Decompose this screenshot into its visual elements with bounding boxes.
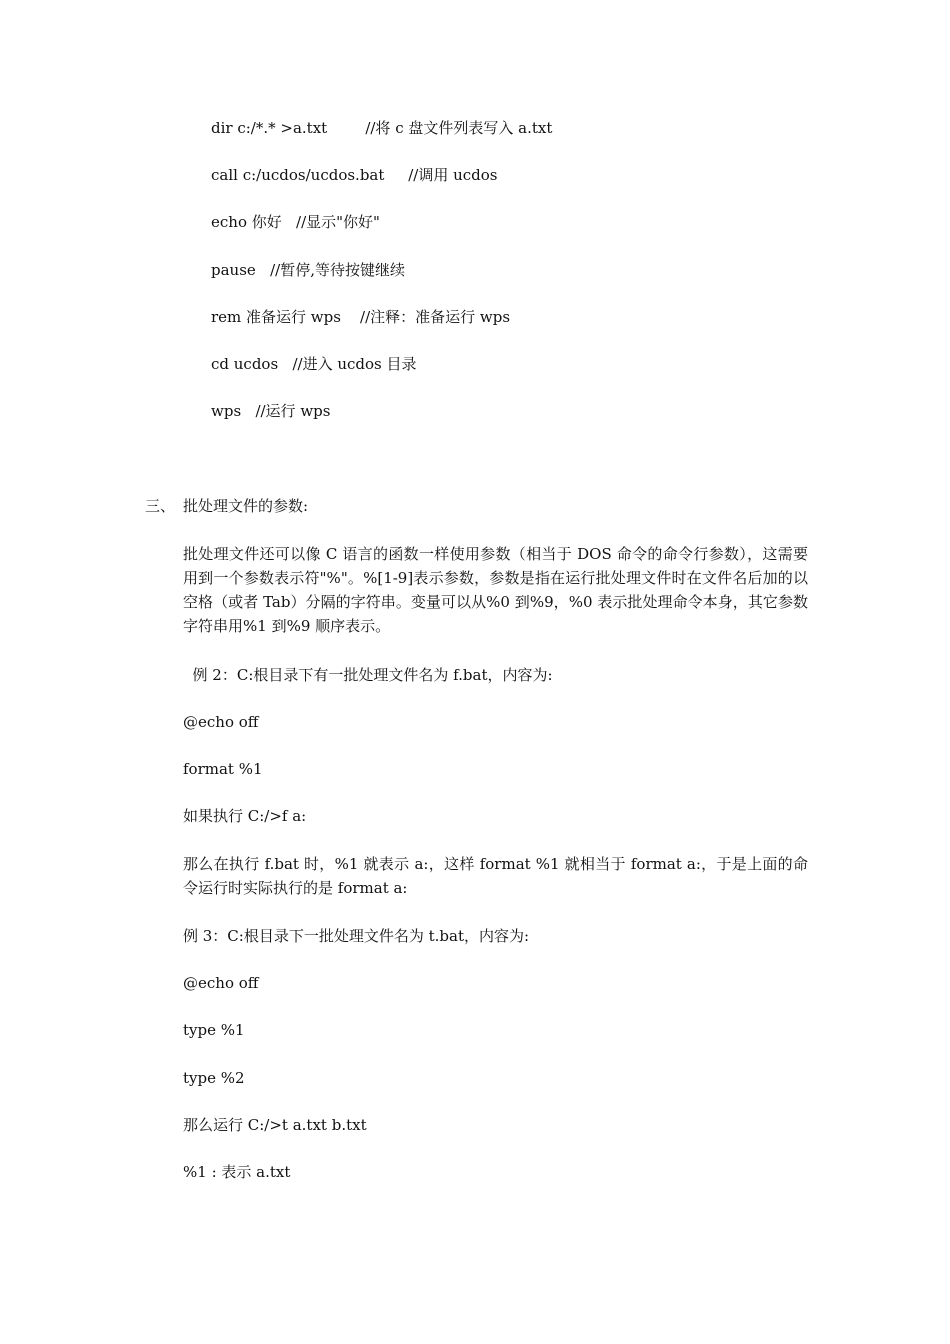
example3-title: 例 3：C:根目录下一批处理文件名为 t.bat，内容为: [183,927,530,945]
example3-line-type2: type %2 [183,1069,245,1087]
example2-line-echo-off: @echo off [183,713,259,731]
example2-line-format: format %1 [183,760,263,778]
section-title: 批处理文件的参数: [183,497,309,515]
intro-paragraph: 批处理文件还可以像 C 语言的函数一样使用参数（相当于 DOS 命令的命令行参数），这需要用到一个参数表示符"%"。%[1-9]表示参数，参数是指在运行批处理文件时在文件名后加的以空格（或者 Tab）分隔的字符串。变量可以从%0 到%9，%0 表示批处理命令本身，其它参数字符串用%1 到%9 顺序表示。 [183,545,808,635]
section-number: 三、 [145,497,176,515]
code-line-dir: dir c:/*.* >a.txt //将 c 盘文件列表写入 a.txt [211,119,553,137]
code-line-echo: echo 你好 //显示"你好" [211,213,380,231]
example2-title: 例 2：C:根目录下有一批处理文件名为 f.bat，内容为: [183,666,553,684]
example3-line-echo-off: @echo off [183,974,259,992]
code-line-cd: cd ucdos //进入 ucdos 目录 [211,355,417,373]
code-line-call: call c:/ucdos/ucdos.bat //调用 ucdos [211,166,498,184]
example3-line-type1: type %1 [183,1021,245,1039]
code-line-wps: wps //运行 wps [211,402,331,420]
example3-param1: %1 : 表示 a.txt [183,1163,291,1181]
code-line-rem: rem 准备运行 wps //注释：准备运行 wps [211,308,511,326]
example3-run: 那么运行 C:/>t a.txt b.txt [183,1116,367,1134]
example2-run: 如果执行 C:/>f a: [183,807,307,825]
code-line-pause: pause //暂停,等待按键继续 [211,261,405,279]
example2-explain: 那么在执行 f.bat 时，%1 就表示 a:，这样 format %1 就相当于 format a:，于是上面的命令运行时实际执行的是 format a: [183,855,808,897]
